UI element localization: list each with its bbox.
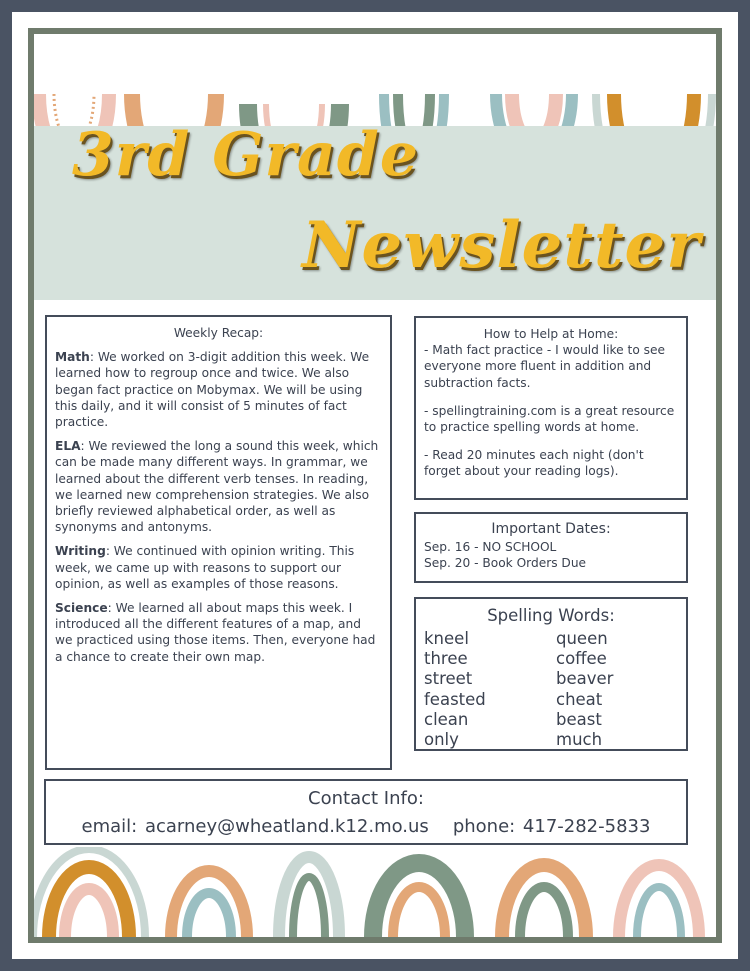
- spelling-word: queen: [556, 629, 608, 648]
- recap-math: Math: We worked on 3-digit addition this week. We learned how to regroup once and twice. We also began fact practice on Mobymax. We will be using this daily, and it will consist of 5 minutes of fact practice.: [55, 350, 370, 430]
- spelling-word: three: [424, 649, 468, 669]
- spelling-word: clean: [424, 709, 469, 729]
- date-item: Sep. 16 - NO SCHOOL: [424, 540, 557, 555]
- recap-science: Science: We learned all about maps this week. I introduced all the different features of a map, and we practiced using those items. Then, everyone had a chance to create their own map.: [55, 601, 376, 664]
- contact-heading: Contact Info:: [308, 788, 424, 809]
- spelling-heading: Spelling Words:: [487, 606, 615, 625]
- contact-email[interactable]: email: acarney@wheatland.k12.mo.us: [81, 816, 429, 837]
- help-item: - Read 20 minutes each night (don't forget about your reading logs).: [424, 448, 644, 479]
- title-line-1: 3rd Grade: [72, 120, 420, 190]
- help-heading: How to Help at Home:: [483, 327, 619, 341]
- page-border: [28, 28, 722, 943]
- spelling-word: street: [424, 669, 473, 689]
- spelling-word: kneel: [424, 629, 469, 648]
- help-item: - spellingtraining.com is a great resource to practice spelling words at home.: [424, 403, 675, 435]
- spelling-word: much: [556, 730, 603, 750]
- recap-ela: ELA: We reviewed the long a sound this week, which can be made many different ways. In grammar, we learned about the different verb tenses. In reading, we learned new comprehension strategies. We also briefly reviewed alphabetical order, as well as synonyms and antonyms.: [55, 439, 379, 535]
- help-item: - Math fact practice - I would like to see everyone more fluent in addition and subtraction facts.: [424, 343, 666, 390]
- spelling-word: beast: [556, 709, 602, 729]
- spelling-word: coffee: [556, 649, 607, 669]
- recap-writing: Writing: We continued with opinion writing. This week, we came up with reasons to support our opinion, as well as examples of those reasons.: [55, 544, 355, 591]
- weekly-recap-heading: Weekly Recap:: [173, 326, 264, 340]
- dates-heading: Important Dates:: [491, 521, 611, 537]
- date-item: Sep. 20 - Book Orders Due: [424, 556, 587, 571]
- title-line-2: Newsletter: [302, 208, 701, 283]
- spelling-word: only: [424, 730, 459, 750]
- spelling-word: feasted: [424, 689, 486, 709]
- contact-phone[interactable]: phone: 417-282-5833: [452, 816, 651, 837]
- newsletter-page: [12, 12, 738, 959]
- spelling-word: beaver: [556, 669, 614, 689]
- spelling-word: cheat: [556, 689, 603, 709]
